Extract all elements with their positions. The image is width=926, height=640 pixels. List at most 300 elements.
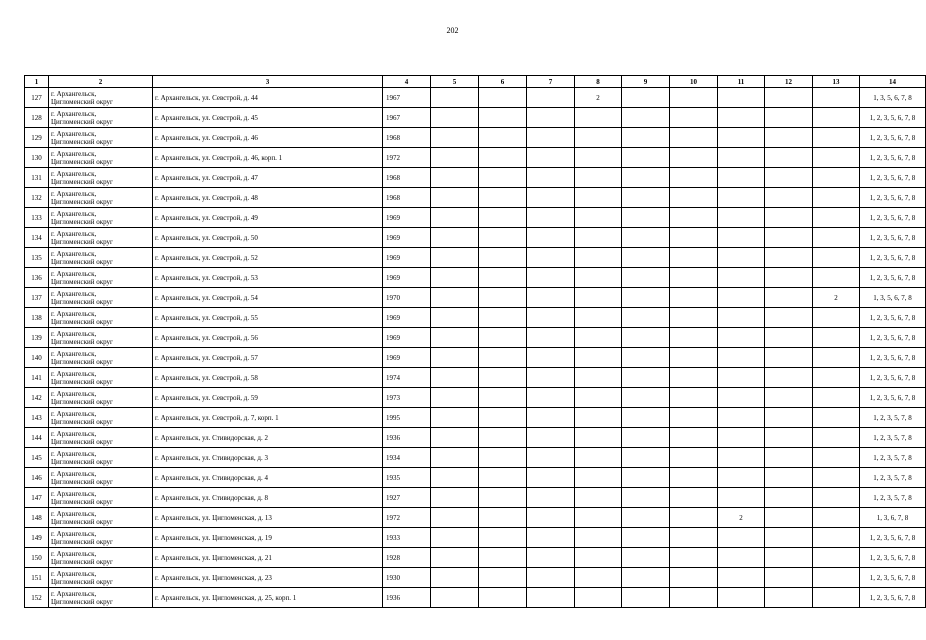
column-13-cell	[813, 188, 860, 208]
address-cell: г. Архангельск, ул. Севстрой, д. 7, корп. 1	[153, 408, 383, 428]
table-row	[25, 248, 926, 268]
column-12-cell	[765, 548, 813, 568]
column-header-12: 12	[765, 76, 813, 88]
column-8-cell	[575, 428, 622, 448]
table-row	[25, 428, 926, 448]
district-city: г. Архангельск,	[51, 389, 97, 398]
codes-cell: 1, 2, 3, 5, 7, 8	[860, 448, 926, 468]
column-9-cell	[622, 488, 670, 508]
codes-cell: 1, 2, 3, 5, 6, 7, 8	[860, 228, 926, 248]
row-number-cell: 147	[25, 488, 49, 508]
column-13-cell	[813, 368, 860, 388]
column-12-cell	[765, 408, 813, 428]
column-8-cell	[575, 568, 622, 588]
column-header-9: 9	[622, 76, 670, 88]
column-13-cell	[813, 168, 860, 188]
column-6-cell	[479, 148, 527, 168]
column-7-cell	[527, 128, 575, 148]
column-8-cell	[575, 548, 622, 568]
codes-cell: 1, 2, 3, 5, 6, 7, 8	[860, 368, 926, 388]
column-12-cell	[765, 128, 813, 148]
row-number-cell: 129	[25, 128, 49, 148]
address-cell: г. Архангельск, ул. Стивидорская, д. 2	[153, 428, 383, 448]
address-cell: г. Архангельск, ул. Цигломенская, д. 21	[153, 548, 383, 568]
district-okrug: Цигломенский округ	[51, 297, 113, 306]
column-9-cell	[622, 208, 670, 228]
column-12-cell	[765, 88, 813, 108]
district-city: г. Архангельск,	[51, 509, 97, 518]
column-5-cell	[431, 368, 479, 388]
column-8-cell	[575, 328, 622, 348]
column-13-cell	[813, 268, 860, 288]
codes-cell: 1, 2, 3, 5, 6, 7, 8	[860, 108, 926, 128]
district-cell	[49, 508, 153, 528]
district-city: г. Архангельск,	[51, 489, 97, 498]
column-10-cell	[670, 128, 718, 148]
column-11-cell	[718, 268, 765, 288]
column-7-cell	[527, 268, 575, 288]
year-built-cell: 1970	[383, 288, 431, 308]
column-5-cell	[431, 548, 479, 568]
address-cell: г. Архангельск, ул. Севстрой, д. 46	[153, 128, 383, 148]
table-row	[25, 268, 926, 288]
district-okrug: Цигломенский округ	[51, 137, 113, 146]
district-okrug: Цигломенский округ	[51, 377, 113, 386]
district-cell	[49, 188, 153, 208]
district-cell	[49, 488, 153, 508]
district-city: г. Архангельск,	[51, 109, 97, 118]
column-12-cell	[765, 168, 813, 188]
column-7-cell	[527, 388, 575, 408]
codes-cell: 1, 2, 3, 5, 6, 7, 8	[860, 248, 926, 268]
address-cell: г. Архангельск, ул. Севстрой, д. 50	[153, 228, 383, 248]
column-7-cell	[527, 528, 575, 548]
column-6-cell	[479, 128, 527, 148]
district-okrug: Цигломенский округ	[51, 517, 113, 526]
column-9-cell	[622, 388, 670, 408]
column-5-cell	[431, 228, 479, 248]
column-13-cell	[813, 108, 860, 128]
row-number-cell: 132	[25, 188, 49, 208]
column-8-cell	[575, 128, 622, 148]
column-7-cell	[527, 228, 575, 248]
column-5-cell	[431, 268, 479, 288]
column-8-cell	[575, 588, 622, 608]
column-header-2: 2	[49, 76, 153, 88]
column-6-cell	[479, 188, 527, 208]
register-body	[25, 88, 926, 608]
column-10-cell	[670, 268, 718, 288]
column-10-cell	[670, 428, 718, 448]
address-cell: г. Архангельск, ул. Севстрой, д. 54	[153, 288, 383, 308]
column-5-cell	[431, 388, 479, 408]
codes-cell: 1, 2, 3, 5, 7, 8	[860, 408, 926, 428]
column-6-cell	[479, 388, 527, 408]
column-12-cell	[765, 428, 813, 448]
column-6-cell	[479, 408, 527, 428]
column-11-cell	[718, 368, 765, 388]
codes-cell: 1, 2, 3, 5, 7, 8	[860, 488, 926, 508]
district-cell	[49, 428, 153, 448]
district-okrug: Цигломенский округ	[51, 437, 113, 446]
district-okrug: Цигломенский округ	[51, 557, 113, 566]
address-cell: г. Архангельск, ул. Севстрой, д. 52	[153, 248, 383, 268]
codes-cell: 1, 2, 3, 5, 6, 7, 8	[860, 568, 926, 588]
column-9-cell	[622, 368, 670, 388]
district-cell	[49, 588, 153, 608]
column-5-cell	[431, 188, 479, 208]
codes-cell: 1, 2, 3, 5, 6, 7, 8	[860, 548, 926, 568]
column-12-cell	[765, 268, 813, 288]
column-header-4: 4	[383, 76, 431, 88]
district-cell	[49, 308, 153, 328]
district-okrug: Цигломенский округ	[51, 317, 113, 326]
column-10-cell	[670, 248, 718, 268]
codes-cell: 1, 2, 3, 5, 7, 8	[860, 468, 926, 488]
column-11-cell	[718, 188, 765, 208]
column-11-cell	[718, 448, 765, 468]
column-6-cell	[479, 308, 527, 328]
column-6-cell	[479, 468, 527, 488]
column-9-cell	[622, 188, 670, 208]
year-built-cell: 1927	[383, 488, 431, 508]
district-cell	[49, 168, 153, 188]
column-11-cell	[718, 248, 765, 268]
column-8-cell	[575, 188, 622, 208]
column-12-cell	[765, 108, 813, 128]
district-cell	[49, 248, 153, 268]
district-okrug: Цигломенский округ	[51, 177, 113, 186]
district-cell	[49, 568, 153, 588]
column-10-cell	[670, 328, 718, 348]
table-row	[25, 148, 926, 168]
column-7-cell	[527, 548, 575, 568]
column-13-cell	[813, 428, 860, 448]
table-row	[25, 508, 926, 528]
year-built-cell: 1967	[383, 108, 431, 128]
column-8-cell	[575, 408, 622, 428]
column-6-cell	[479, 328, 527, 348]
column-12-cell	[765, 148, 813, 168]
column-9-cell	[622, 408, 670, 428]
district-okrug: Цигломенский округ	[51, 417, 113, 426]
column-12-cell	[765, 568, 813, 588]
codes-cell: 1, 2, 3, 5, 6, 7, 8	[860, 148, 926, 168]
column-header-10: 10	[670, 76, 718, 88]
column-12-cell	[765, 488, 813, 508]
codes-cell: 1, 2, 3, 5, 6, 7, 8	[860, 168, 926, 188]
row-number-cell: 142	[25, 388, 49, 408]
column-13-cell	[813, 508, 860, 528]
district-okrug: Цигломенский округ	[51, 277, 113, 286]
column-11-cell	[718, 148, 765, 168]
district-city: г. Архангельск,	[51, 349, 97, 358]
column-8-cell	[575, 388, 622, 408]
codes-cell: 1, 2, 3, 5, 6, 7, 8	[860, 588, 926, 608]
column-10-cell	[670, 188, 718, 208]
column-5-cell	[431, 208, 479, 228]
year-built-cell: 1936	[383, 588, 431, 608]
table-row	[25, 308, 926, 328]
column-7-cell	[527, 508, 575, 528]
column-13-cell	[813, 448, 860, 468]
column-7-cell	[527, 488, 575, 508]
table-row	[25, 568, 926, 588]
column-6-cell	[479, 508, 527, 528]
column-13-cell	[813, 548, 860, 568]
address-cell: г. Архангельск, ул. Стивидорская, д. 3	[153, 448, 383, 468]
column-10-cell	[670, 308, 718, 328]
table-row	[25, 88, 926, 108]
column-13-cell	[813, 488, 860, 508]
column-7-cell	[527, 368, 575, 388]
column-5-cell	[431, 468, 479, 488]
year-built-cell: 1968	[383, 188, 431, 208]
table-row	[25, 168, 926, 188]
table-row	[25, 408, 926, 428]
district-cell	[49, 268, 153, 288]
year-built-cell: 1969	[383, 248, 431, 268]
column-7-cell	[527, 308, 575, 328]
column-7-cell	[527, 328, 575, 348]
row-number-cell: 135	[25, 248, 49, 268]
district-city: г. Архангельск,	[51, 429, 97, 438]
column-13-cell	[813, 308, 860, 328]
codes-cell: 1, 2, 3, 5, 6, 7, 8	[860, 348, 926, 368]
column-13-cell	[813, 208, 860, 228]
column-11-cell	[718, 328, 765, 348]
column-5-cell	[431, 288, 479, 308]
year-built-cell: 1936	[383, 428, 431, 448]
table-row	[25, 528, 926, 548]
column-7-cell	[527, 408, 575, 428]
column-11-cell	[718, 168, 765, 188]
column-10-cell	[670, 528, 718, 548]
row-number-cell: 148	[25, 508, 49, 528]
column-12-cell	[765, 308, 813, 328]
codes-cell: 1, 2, 3, 5, 6, 7, 8	[860, 528, 926, 548]
table-row	[25, 228, 926, 248]
column-header-6: 6	[479, 76, 527, 88]
column-5-cell	[431, 448, 479, 468]
table-row	[25, 488, 926, 508]
column-10-cell	[670, 388, 718, 408]
column-9-cell	[622, 308, 670, 328]
row-number-cell: 141	[25, 368, 49, 388]
column-12-cell	[765, 228, 813, 248]
column-11-cell	[718, 488, 765, 508]
year-built-cell: 1969	[383, 308, 431, 328]
column-7-cell	[527, 168, 575, 188]
column-9-cell	[622, 508, 670, 528]
district-cell	[49, 348, 153, 368]
row-number-cell: 131	[25, 168, 49, 188]
column-5-cell	[431, 428, 479, 448]
column-12-cell	[765, 188, 813, 208]
codes-cell: 1, 2, 3, 5, 6, 7, 8	[860, 128, 926, 148]
column-header-11: 11	[718, 76, 765, 88]
column-11-cell	[718, 528, 765, 548]
column-11-cell: 2	[718, 508, 765, 528]
row-number-cell: 136	[25, 268, 49, 288]
table-row	[25, 468, 926, 488]
address-cell: г. Архангельск, ул. Стивидорская, д. 8	[153, 488, 383, 508]
column-11-cell	[718, 108, 765, 128]
column-12-cell	[765, 508, 813, 528]
column-9-cell	[622, 248, 670, 268]
column-9-cell	[622, 268, 670, 288]
address-cell: г. Архангельск, ул. Цигломенская, д. 23	[153, 568, 383, 588]
column-13-cell	[813, 128, 860, 148]
year-built-cell: 1933	[383, 528, 431, 548]
row-number-cell: 134	[25, 228, 49, 248]
district-city: г. Архангельск,	[51, 129, 97, 138]
column-7-cell	[527, 88, 575, 108]
year-built-cell: 1969	[383, 348, 431, 368]
table-row	[25, 128, 926, 148]
column-9-cell	[622, 588, 670, 608]
column-7-cell	[527, 248, 575, 268]
column-13-cell	[813, 468, 860, 488]
column-5-cell	[431, 588, 479, 608]
column-9-cell	[622, 168, 670, 188]
column-13-cell	[813, 568, 860, 588]
address-cell: г. Архангельск, ул. Севстрой, д. 46, корп. 1	[153, 148, 383, 168]
year-built-cell: 1968	[383, 168, 431, 188]
address-cell: г. Архангельск, ул. Стивидорская, д. 4	[153, 468, 383, 488]
column-6-cell	[479, 368, 527, 388]
column-header-14: 14	[860, 76, 926, 88]
district-city: г. Архангельск,	[51, 169, 97, 178]
column-8-cell	[575, 368, 622, 388]
column-header-3: 3	[153, 76, 383, 88]
codes-cell: 1, 2, 3, 5, 6, 7, 8	[860, 308, 926, 328]
table-row	[25, 208, 926, 228]
page-number: 202	[446, 26, 459, 35]
column-11-cell	[718, 228, 765, 248]
column-11-cell	[718, 548, 765, 568]
column-13-cell	[813, 248, 860, 268]
codes-cell: 1, 3, 5, 6, 7, 8	[860, 288, 926, 308]
column-11-cell	[718, 128, 765, 148]
column-11-cell	[718, 288, 765, 308]
column-8-cell	[575, 268, 622, 288]
district-okrug: Цигломенский округ	[51, 537, 113, 546]
column-8-cell	[575, 528, 622, 548]
column-8-cell	[575, 168, 622, 188]
year-built-cell: 1928	[383, 548, 431, 568]
codes-cell: 1, 2, 3, 5, 7, 8	[860, 428, 926, 448]
table-row	[25, 368, 926, 388]
column-5-cell	[431, 248, 479, 268]
address-cell: г. Архангельск, ул. Цигломенская, д. 13	[153, 508, 383, 528]
district-city: г. Архангельск,	[51, 529, 97, 538]
column-10-cell	[670, 408, 718, 428]
column-9-cell	[622, 108, 670, 128]
column-13-cell	[813, 388, 860, 408]
year-built-cell: 1968	[383, 128, 431, 148]
column-12-cell	[765, 288, 813, 308]
column-8-cell	[575, 108, 622, 128]
column-13-cell	[813, 328, 860, 348]
column-8-cell	[575, 288, 622, 308]
column-10-cell	[670, 168, 718, 188]
codes-cell: 1, 2, 3, 5, 6, 7, 8	[860, 268, 926, 288]
codes-cell: 1, 2, 3, 5, 6, 7, 8	[860, 188, 926, 208]
column-6-cell	[479, 228, 527, 248]
column-7-cell	[527, 568, 575, 588]
column-6-cell	[479, 348, 527, 368]
column-6-cell	[479, 548, 527, 568]
table-row	[25, 108, 926, 128]
district-city: г. Архангельск,	[51, 409, 97, 418]
district-city: г. Архангельск,	[51, 249, 97, 258]
column-10-cell	[670, 588, 718, 608]
district-cell	[49, 208, 153, 228]
column-10-cell	[670, 488, 718, 508]
column-10-cell	[670, 348, 718, 368]
column-7-cell	[527, 448, 575, 468]
district-okrug: Цигломенский округ	[51, 397, 113, 406]
address-cell: г. Архангельск, ул. Цигломенская, д. 25, корп. 1	[153, 588, 383, 608]
column-8-cell	[575, 468, 622, 488]
column-5-cell	[431, 328, 479, 348]
table-row	[25, 548, 926, 568]
column-8-cell	[575, 308, 622, 328]
column-12-cell	[765, 248, 813, 268]
column-7-cell	[527, 468, 575, 488]
column-9-cell	[622, 468, 670, 488]
column-header-1: 1	[25, 76, 49, 88]
codes-cell: 1, 3, 5, 6, 7, 8	[860, 88, 926, 108]
column-5-cell	[431, 168, 479, 188]
column-6-cell	[479, 528, 527, 548]
column-10-cell	[670, 448, 718, 468]
district-cell	[49, 448, 153, 468]
column-8-cell	[575, 488, 622, 508]
address-cell: г. Архангельск, ул. Цигломенская, д. 19	[153, 528, 383, 548]
address-cell: г. Архангельск, ул. Севстрой, д. 56	[153, 328, 383, 348]
column-13-cell	[813, 348, 860, 368]
district-city: г. Архангельск,	[51, 189, 97, 198]
column-10-cell	[670, 368, 718, 388]
year-built-cell: 1935	[383, 468, 431, 488]
column-9-cell	[622, 548, 670, 568]
row-number-cell: 143	[25, 408, 49, 428]
year-built-cell: 1967	[383, 88, 431, 108]
column-8-cell	[575, 508, 622, 528]
column-5-cell	[431, 488, 479, 508]
district-city: г. Архангельск,	[51, 329, 97, 338]
column-10-cell	[670, 468, 718, 488]
column-13-cell: 2	[813, 288, 860, 308]
district-okrug: Цигломенский округ	[51, 217, 113, 226]
year-built-cell: 1969	[383, 228, 431, 248]
column-header-5: 5	[431, 76, 479, 88]
column-12-cell	[765, 388, 813, 408]
year-built-cell: 1969	[383, 268, 431, 288]
column-6-cell	[479, 448, 527, 468]
column-13-cell	[813, 88, 860, 108]
year-built-cell: 1969	[383, 208, 431, 228]
column-7-cell	[527, 288, 575, 308]
district-okrug: Цигломенский округ	[51, 497, 113, 506]
column-13-cell	[813, 228, 860, 248]
table-row	[25, 288, 926, 308]
table-row	[25, 348, 926, 368]
column-number-header-row	[25, 76, 926, 88]
column-9-cell	[622, 148, 670, 168]
